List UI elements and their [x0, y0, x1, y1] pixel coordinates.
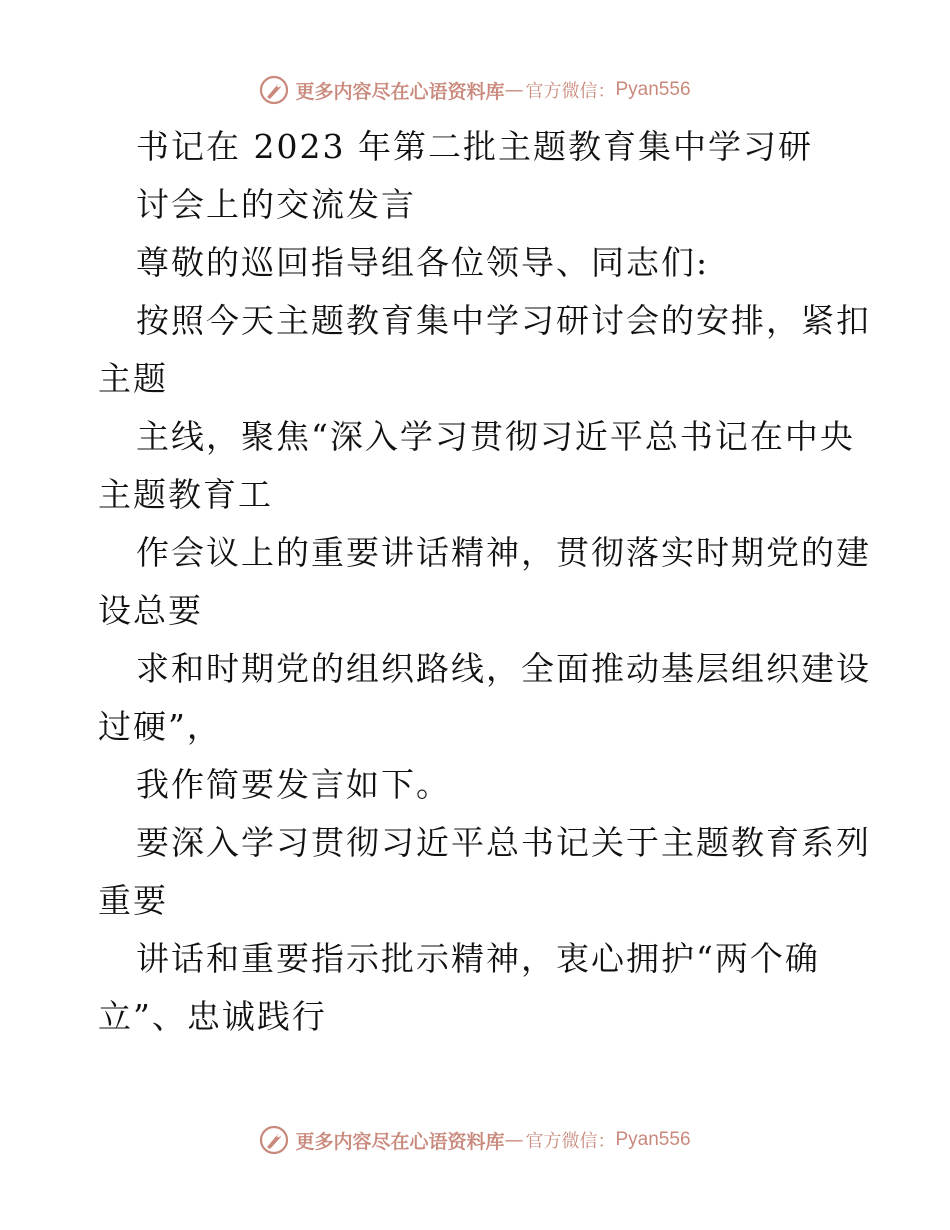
document-line: 讨会上的交流发言: [136, 185, 416, 224]
document-line: 作会议上的重要讲话精神，贯彻落实时期党的建: [136, 533, 871, 572]
watermark-dash: —: [504, 1129, 524, 1151]
watermark-wechat-id: Pyan556: [615, 79, 691, 100]
watermark-wechat-id: Pyan556: [615, 1129, 691, 1150]
document-line: 讲话和重要指示批示精神，衷心拥护“两个确: [136, 939, 820, 978]
document-line: 尊敬的巡回指导组各位领导、同志们:: [136, 243, 710, 282]
document-line: 我作简要发言如下。: [136, 765, 451, 804]
pen-nib-logo-icon: [259, 75, 289, 105]
document-line: 设总要: [98, 591, 203, 630]
document-line: 主题: [98, 359, 168, 398]
watermark-sub-text: 官方微信：: [525, 81, 616, 102]
document-body: [98, 118, 871, 1046]
document-line: 求和时期党的组织路线，全面推动基层组织建设: [136, 649, 871, 688]
watermark-main-text: 更多内容尽在心语资料库: [295, 1130, 505, 1153]
document-line: 重要: [98, 881, 168, 920]
watermark-dash: —: [504, 79, 524, 101]
header-watermark-banner: [0, 70, 950, 110]
document-line: 书记在 2023 年第二批主题教育集中学习研: [136, 127, 813, 166]
watermark-main-text: 更多内容尽在心语资料库: [295, 80, 505, 103]
document-line: 立”、忠诚践行: [98, 997, 327, 1036]
footer-watermark-banner: [0, 1120, 950, 1160]
document-line: 主线，聚焦“深入学习贯彻习近平总书记在中央: [136, 417, 855, 456]
watermark-sub-text: 官方微信：: [525, 1131, 616, 1152]
document-line: 主题教育工: [98, 475, 273, 514]
document-line: 要深入学习贯彻习近平总书记关于主题教育系列: [136, 823, 871, 862]
document-line: 按照今天主题教育集中学习研讨会的安排，紧扣: [136, 301, 871, 340]
pen-nib-logo-icon: [259, 1125, 289, 1155]
document-line: 过硬”，: [98, 707, 222, 746]
